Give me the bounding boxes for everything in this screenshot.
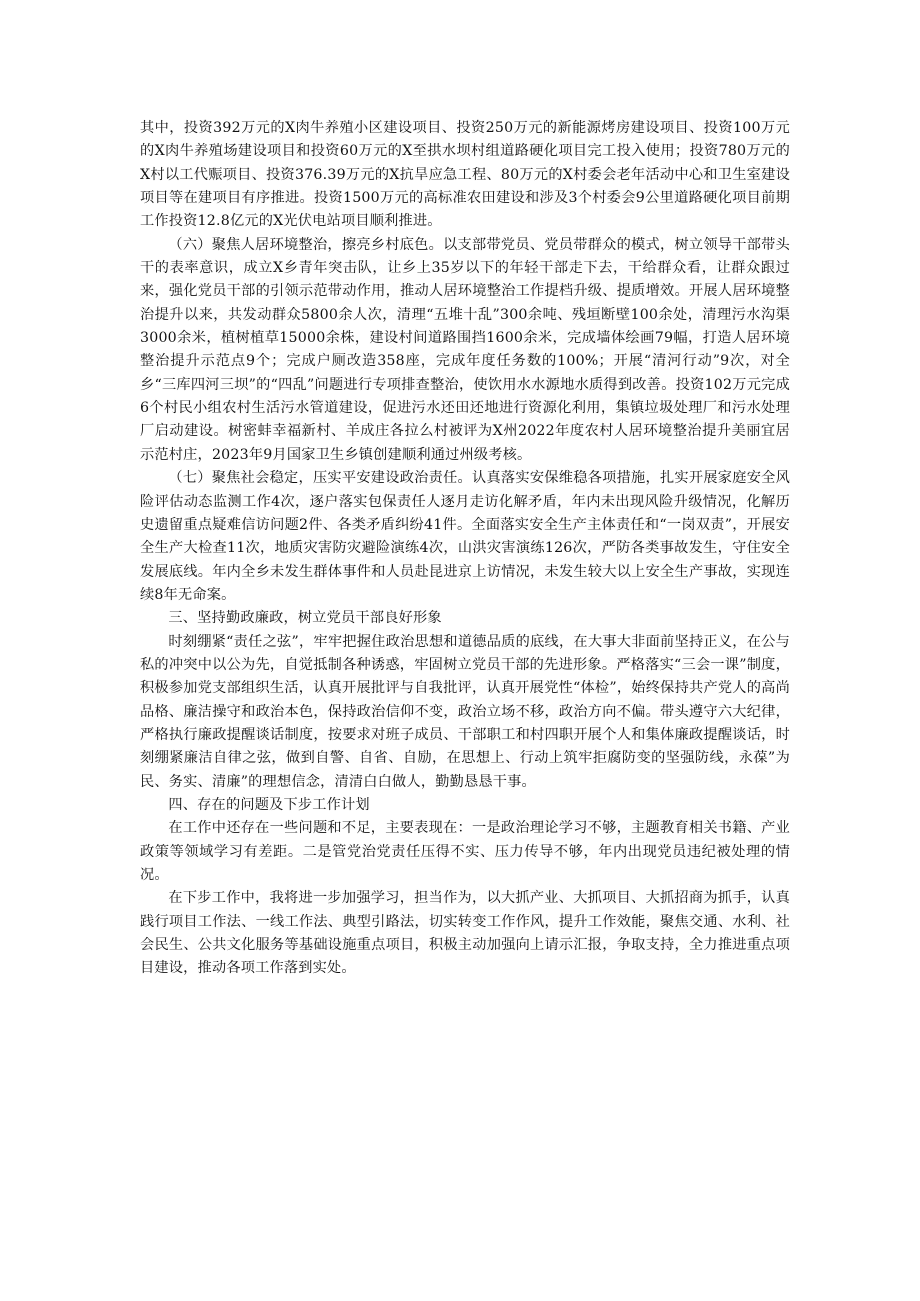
paragraph-next-steps: 在下步工作中，我将进一步加强学习，担当作为，以大抓产业、大抓项目、大抓招商为抓手，认真践行项目工作法、一线工作法、典型引路法，切实转变工作作风，提升工作效能，聚焦交通、水利、社会民生、公共文化服务等基础设施重点项目，积极主动加强向上请示汇报，争取支持，全力推进重点项目建设，推动各项工作落到实处。 (140, 890, 790, 977)
section-heading-problems-plan: 四、存在的问题及下步工作计划 (168, 796, 370, 813)
paragraph-integrity: 时刻绷紧“责任之弦”，牢牢把握住政治思想和道德品质的底线，在大事大非面前坚持正义，在公与私的冲突中以公为先，自觉抵制各种诱惑，牢固树立党员干部的先进形象。严格落实“三会一课”制度，积极参加党支部组织生活，认真开展批评与自我批评，认真开展党性“体检”，始终保持共产党人的高尚品格、廉洁操守和政治本色，保持政治信仰不变，政治立场不移，政治方向不偏。带头遵守六大纪律，严格执行廉政提醒谈话制度，按要求对班子成员、干部职工和村四职开展个人和集体廉政提醒谈话，时刻绷紧廉洁自律之弦，做到自警、自省、自励，在思想上、行动上筑牢拒腐防变的坚强防线，永葆”为民、务实、清廉”的理想信念，清清白白做人，勤勤恳恳干事。 (140, 633, 790, 790)
section-heading-integrity: 三、坚持勤政廉政，树立党员干部良好形象 (168, 610, 442, 627)
paragraph-problems: 在工作中还存在一些问题和不足，主要表现在：一是政治理论学习不够，主题教育相关书籍、产业政策等领域学习有差距。二是管党治党责任压得不实、压力传导不够，年内出现党员违纪被处理的情况。 (140, 820, 790, 883)
paragraph-projects-continued: 其中，投资392万元的X肉牛养殖小区建设项目、投资250万元的新能源烤房建设项目、投资100万元的X肉牛养殖场建设项目和投资60万元的X至拱水坝村组道路硬化项目完工投入使用；投资780万元的X村以工代赈项目、投资376.39万元的X抗旱应急工程、80万元的X村委会老年活动中心和卫生室建设项目等在建项目有序推进。投资1500万元的高标准农田建设和涉及3个村委会9公里道路硬化项目前期工作投资12.8亿元的X光伏电站项目顺利推进。 (140, 120, 790, 230)
document-body (140, 117, 790, 981)
paragraph-living-environment: （六）聚焦人居环境整治，擦亮乡村底色。以支部带党员、党员带群众的模式，树立领导干部带头干的表率意识，成立X乡青年突击队，让乡上35岁以下的年轻干部走下去，干给群众看，让群众跟过来，强化党员干部的引领示范带动作用，推动人居环境整治工作提档升级、提质增效。开展人居环境整治提升以来，共发动群众5800余人次，清理“五堆十乱”300余吨、残垣断壁100余处，清理污水沟渠3000余米，植树植草15000余株，建设村间道路围挡1600余米，完成墙体绘画79幅，打造人居环境整治提升示范点9个；完成户厕改造358座，完成年度任务数的100%；开展“清河行动”9次，对全乡“三库四河三坝”的“四乱”问题进行专项排查整治，使饮用水水源地水质得到改善。投资102万元完成6个村民小组农村生活污水管道建设，促进污水还田还地进行资源化利用，集镇垃圾处理厂和污水处理厂启动建设。树密蚌幸福新村、羊成庄各拉么村被评为X州2022年度农村人居环境整治提升美丽宜居示范村庄，2023年9月国家卫生乡镇创建顺利通过州级考核。 (140, 236, 790, 463)
paragraph-social-stability: （七）聚焦社会稳定，压实平安建设政治责任。认真落实安保维稳各项措施，扎实开展家庭安全风险评估动态监测工作4次，逐户落实包保责任人逐月走访化解矛盾，年内未出现风险升级情况，化解历史遗留重点疑难信访问题2件、各类矛盾纠纷41件。全面落实安全生产主体责任和“一岗双责”，开展安全生产大检查11次，地质灾害防灾避险演练4次，山洪灾害演练126次，严防各类事故发生，守住安全发展底线。年内全乡未发生群体事件和人员赴昆进京上访情况，未发生较大以上安全生产事故，实现连续8年无命案。 (140, 470, 790, 603)
